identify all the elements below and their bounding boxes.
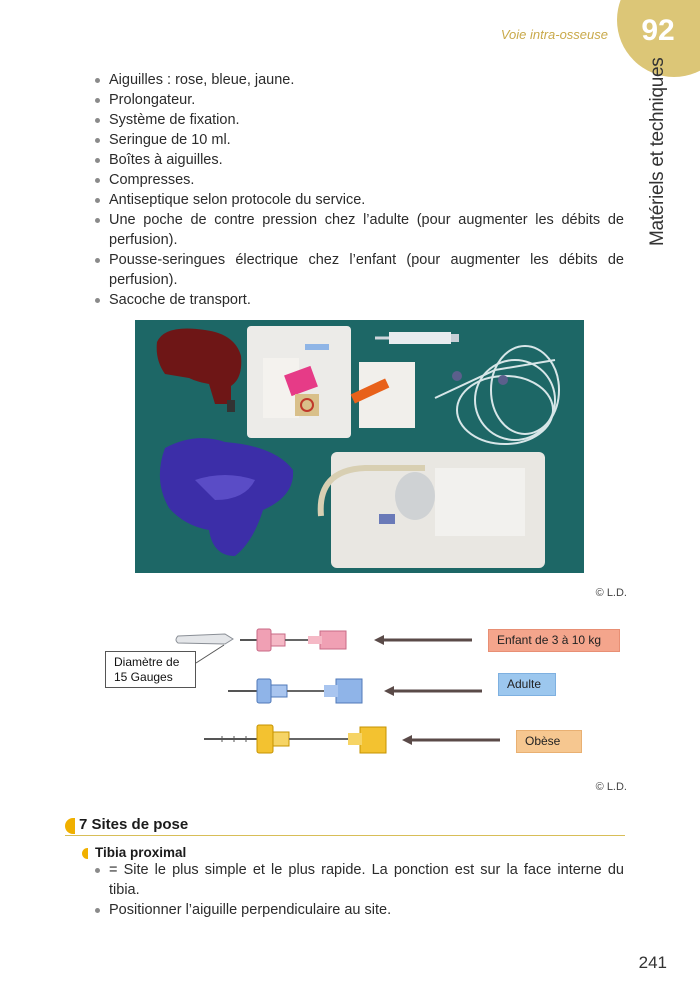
photo-credit: © L.D. <box>595 587 627 599</box>
arrow-pink <box>374 635 472 645</box>
list-item: Compresses. <box>93 170 624 190</box>
list-item: Une poche de contre pression chez l’adulte (pour augmenter les débits de perfusion). <box>93 210 624 250</box>
subsection-title: Tibia proximal <box>95 845 187 860</box>
list-item: = Site le plus simple et le plus rapide. La ponction est sur la face interne du tibia. <box>93 860 624 900</box>
needle-diagram <box>100 615 520 765</box>
pink-needle <box>240 629 346 651</box>
diameter-pointer <box>196 645 224 663</box>
list-item: Boîtes à aiguilles. <box>93 150 624 170</box>
section-marker <box>65 818 75 834</box>
equipment-photo <box>135 320 584 573</box>
chapter-title: Voie intra-osseuse <box>500 27 608 42</box>
section-label: Matériels et techniques <box>647 57 668 246</box>
blue-needle-label: Adulte <box>498 673 556 696</box>
list-item: Prolongateur. <box>93 90 624 110</box>
list-item: Sacoche de transport. <box>93 290 624 310</box>
blue-needle <box>228 679 362 703</box>
page-number: 241 <box>638 953 667 972</box>
diameter-label-line: 15 Gauges <box>114 670 173 684</box>
materials-list <box>93 70 624 310</box>
sites-list <box>93 860 624 920</box>
list-item: Seringue de 10 ml. <box>93 130 624 150</box>
diagram-credit: © L.D. <box>595 781 627 793</box>
pink-needle-label: Enfant de 3 à 10 kg <box>488 629 620 652</box>
diameter-label-line: Diamètre de <box>114 655 180 669</box>
list-item: Système de fixation. <box>93 110 624 130</box>
chapter-number: 92 <box>641 14 675 47</box>
list-item: Pousse-seringues électrique chez l’enfant (pour augmenter les débits de perfusion). <box>93 250 624 290</box>
arrow-blue <box>384 686 482 696</box>
subsection-marker <box>82 848 88 859</box>
section-title: 7 Sites de pose <box>79 816 189 833</box>
yellow-needle <box>204 725 386 753</box>
arrow-yellow <box>402 735 500 745</box>
section-divider <box>65 835 625 836</box>
yellow-needle-label: Obèse <box>516 730 582 753</box>
diameter-label <box>105 651 196 688</box>
list-item: Positionner l’aiguille perpendiculaire au site. <box>93 900 624 920</box>
needle-case <box>176 634 233 644</box>
list-item: Aiguilles : rose, bleue, jaune. <box>93 70 624 90</box>
list-item: Antiseptique selon protocole du service. <box>93 190 624 210</box>
